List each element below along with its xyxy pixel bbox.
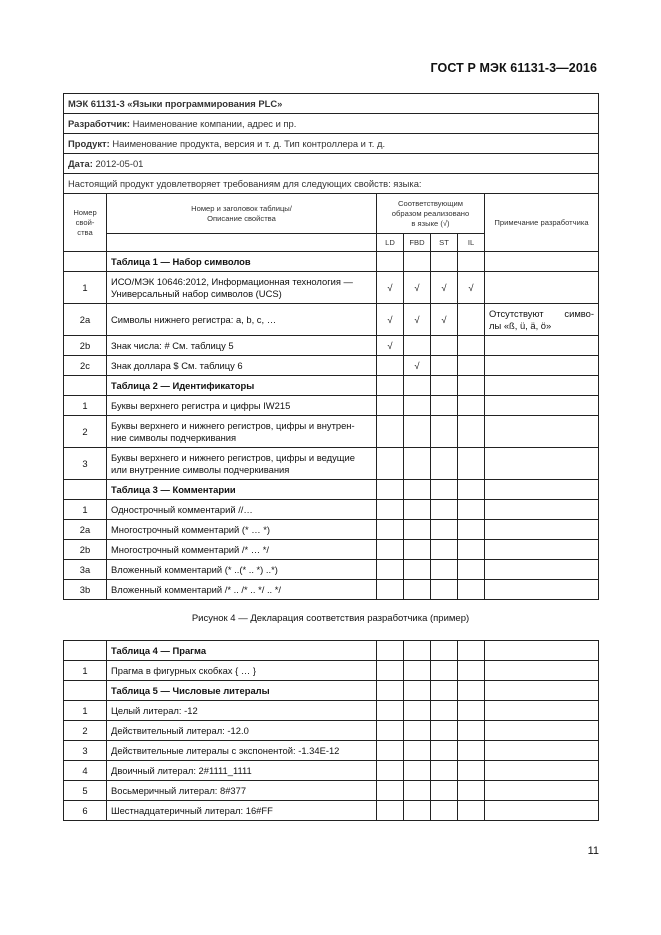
conformance-check-cell <box>377 801 404 821</box>
table-row <box>64 304 599 336</box>
conformance-check-cell: √ <box>431 304 458 336</box>
conformance-check-cell <box>458 741 485 761</box>
feature-desc-cell <box>107 520 377 540</box>
conformance-check-cell <box>431 741 458 761</box>
feature-desc-cell: Действительные литералы с экспонентой: -1.34E-12 <box>107 741 377 761</box>
header-lang-ld: LD <box>377 234 404 252</box>
header-conformance-line1: Соответствующим <box>398 198 463 208</box>
remarks-cell <box>485 356 599 376</box>
conformance-check-cell <box>431 721 458 741</box>
feature-no-cell: 5 <box>64 781 107 801</box>
feature-desc-line1: Знак доллара $ См. таблицу 6 <box>111 359 243 371</box>
conformance-check-cell <box>377 721 404 741</box>
header-conformance <box>377 194 485 234</box>
conformance-check-cell <box>377 540 404 560</box>
conformance-check-cell <box>404 801 431 821</box>
conformance-check-cell: √ <box>377 336 404 356</box>
feature-desc-line1: Вложенный комментарий (* ..(* .. *) ..*) <box>111 563 278 575</box>
figure-caption: Рисунок 4 — Декларация соответствия разработчика (пример) <box>191 613 470 624</box>
conformance-check-cell <box>377 416 404 448</box>
conformance-check-cell <box>377 741 404 761</box>
conformance-check-cell <box>458 376 485 396</box>
conformance-check-cell <box>458 356 485 376</box>
remarks-cell <box>485 540 599 560</box>
remarks-line1: Отсутствуют симво- <box>489 307 594 319</box>
declaration-title: МЭК 61131-3 «Языки программирования PLC» <box>64 94 599 114</box>
conformance-check-cell <box>431 376 458 396</box>
conformance-check-cell <box>431 761 458 781</box>
feature-desc-line1: Знак числа: # См. таблицу 5 <box>111 339 234 351</box>
conformance-check-cell <box>458 500 485 520</box>
feature-desc-cell <box>107 304 377 336</box>
conformance-check-cell <box>458 560 485 580</box>
feature-no-cell: 1 <box>64 396 107 416</box>
conformance-check-cell: √ <box>404 272 431 304</box>
conformance-check-cell <box>404 480 431 500</box>
feature-desc-cell: Восьмеричный литерал: 8#377 <box>107 781 377 801</box>
remarks-cell <box>485 448 599 480</box>
conformance-check-cell <box>431 540 458 560</box>
feature-no-cell: 1 <box>64 701 107 721</box>
table-row <box>64 356 599 376</box>
table-row <box>64 580 599 600</box>
conformance-check-cell: √ <box>377 304 404 336</box>
developer-value: Наименование компании, адрес и пр. <box>132 117 297 129</box>
feature-desc-line1: Многострочный комментарий /* … */ <box>111 543 269 555</box>
remarks-cell <box>485 701 599 721</box>
header-feature-desc <box>107 194 377 234</box>
table-row <box>64 721 599 741</box>
conformance-check-cell <box>458 448 485 480</box>
document-header: ГОСТ Р МЭК 61131-3—2016 <box>430 61 597 75</box>
conformance-check-cell <box>404 701 431 721</box>
feature-desc-cell <box>107 540 377 560</box>
header-feature-desc-line1: Номер и заголовок таблицы/ <box>191 203 292 213</box>
feature-desc-line1: Многострочный комментарий (* … *) <box>111 523 270 535</box>
remarks-cell <box>485 721 599 741</box>
conformance-check-cell <box>431 641 458 661</box>
conformance-check-cell <box>377 681 404 701</box>
conformance-check-cell <box>404 252 431 272</box>
remarks-cell <box>485 580 599 600</box>
feature-no-cell: 2 <box>64 721 107 741</box>
section-row <box>64 252 599 272</box>
table-row <box>64 661 599 681</box>
table-row <box>64 336 599 356</box>
table-row <box>64 781 599 801</box>
conformance-check-cell: √ <box>404 304 431 336</box>
declaration-table <box>63 93 599 600</box>
remarks-cell <box>485 396 599 416</box>
conformance-check-cell <box>404 416 431 448</box>
table-row <box>64 761 599 781</box>
continuation-table <box>63 640 599 821</box>
conformance-check-cell <box>377 252 404 272</box>
table-row <box>64 272 599 304</box>
feature-desc-line2: ние символы подчеркивания <box>111 431 237 443</box>
feature-desc-line1: Вложенный комментарий /* .. /* .. */ .. */ <box>111 583 282 595</box>
conformance-check-cell <box>458 304 485 336</box>
conformance-check-cell <box>431 801 458 821</box>
feature-no-cell: 3a <box>64 560 107 580</box>
feature-no-cell: 2b <box>64 540 107 560</box>
remarks-cell <box>485 520 599 540</box>
feature-desc-line1: Буквы верхнего и нижнего регистров, цифры и ведущие <box>111 451 355 463</box>
conformance-check-cell <box>431 500 458 520</box>
conformance-check-cell <box>377 560 404 580</box>
table-row <box>64 540 599 560</box>
conformance-check-cell <box>404 540 431 560</box>
conformance-check-cell <box>431 416 458 448</box>
conformance-check-cell <box>431 448 458 480</box>
conformance-check-cell <box>431 781 458 801</box>
feature-desc-line1: Однострочный комментарий //… <box>111 503 253 515</box>
section-row <box>64 376 599 396</box>
table-row <box>64 500 599 520</box>
conformance-check-cell <box>458 480 485 500</box>
date-value: 2012-05-01 <box>95 157 144 169</box>
remarks-cell <box>485 741 599 761</box>
feature-desc-cell <box>107 356 377 376</box>
remarks-cell <box>485 480 599 500</box>
conformance-check-cell <box>431 580 458 600</box>
remarks-cell <box>485 801 599 821</box>
feature-no-cell: 2 <box>64 416 107 448</box>
table-row <box>64 801 599 821</box>
remarks-cell <box>485 641 599 661</box>
feature-no-cell <box>64 480 107 500</box>
feature-no-cell: 3 <box>64 741 107 761</box>
date-line <box>64 154 599 174</box>
conformance-check-cell <box>404 741 431 761</box>
product-line <box>64 134 599 154</box>
conformance-check-cell <box>404 761 431 781</box>
developer-label: Разработчик: <box>68 117 130 129</box>
feature-desc-cell <box>107 580 377 600</box>
feature-desc-line1: Буквы верхнего и нижнего регистров, цифры и внутрен- <box>111 419 355 431</box>
feature-no-cell <box>64 252 107 272</box>
header-feature-no: Номер свой-ства <box>64 194 107 252</box>
conformance-check-cell <box>377 580 404 600</box>
feature-no-cell <box>64 641 107 661</box>
feature-desc-cell <box>107 448 377 480</box>
feature-desc-cell: Прагма в фигурных скобках { … } <box>107 661 377 681</box>
feature-no-cell: 1 <box>64 661 107 681</box>
feature-desc-cell: Шестнадцатеричный литерал: 16#FF <box>107 801 377 821</box>
feature-no-cell: 1 <box>64 272 107 304</box>
feature-no-cell: 6 <box>64 801 107 821</box>
feature-desc-line2: Универсальный набор символов (UCS) <box>111 287 282 299</box>
conformance-check-cell <box>404 376 431 396</box>
header-remarks: Примечание разработчика <box>485 194 599 252</box>
date-label: Дата: <box>68 157 93 169</box>
conformance-check-cell <box>458 641 485 661</box>
header-lang-fbd: FBD <box>404 234 431 252</box>
feature-no-cell: 1 <box>64 500 107 520</box>
conformance-check-cell <box>431 520 458 540</box>
table-row <box>64 560 599 580</box>
feature-desc-cell <box>107 336 377 356</box>
conformance-check-cell <box>431 336 458 356</box>
conformance-check-cell <box>377 520 404 540</box>
conformance-check-cell <box>458 416 485 448</box>
conformance-check-cell <box>404 681 431 701</box>
conformance-check-cell <box>377 701 404 721</box>
table-row <box>64 448 599 480</box>
conformance-check-cell <box>404 500 431 520</box>
conformance-check-cell <box>404 560 431 580</box>
remarks-cell <box>485 252 599 272</box>
header-conformance-line2: образом реализовано <box>391 208 470 218</box>
remarks-cell <box>485 500 599 520</box>
remarks-cell <box>485 272 599 304</box>
developer-line <box>64 114 599 134</box>
conformance-check-cell <box>458 761 485 781</box>
product-value: Наименование продукта, версия и т. д. Тип контроллера и т. д. <box>112 137 386 149</box>
conformance-check-cell <box>404 721 431 741</box>
conformance-check-cell <box>431 480 458 500</box>
remarks-cell <box>485 416 599 448</box>
section-title: Таблица 4 — Прагма <box>107 641 377 661</box>
remarks-cell <box>485 761 599 781</box>
conformance-check-cell <box>458 681 485 701</box>
remarks-cell <box>485 336 599 356</box>
conformance-check-cell <box>404 580 431 600</box>
conformance-check-cell <box>458 396 485 416</box>
conformance-check-cell: √ <box>431 272 458 304</box>
feature-desc-line1: Символы нижнего регистра: a, b, c, … <box>111 313 277 325</box>
feature-desc-cell <box>107 396 377 416</box>
feature-no-cell <box>64 681 107 701</box>
conformance-check-cell <box>458 701 485 721</box>
conformance-check-cell <box>377 641 404 661</box>
section-title: Таблица 3 — Комментарии <box>107 480 377 500</box>
section-row <box>64 641 599 661</box>
table-row <box>64 396 599 416</box>
conformance-check-cell <box>431 396 458 416</box>
feature-no-cell <box>64 376 107 396</box>
conformance-check-cell <box>458 781 485 801</box>
conformance-check-cell <box>377 396 404 416</box>
conformance-check-cell <box>458 801 485 821</box>
feature-no-cell: 2a <box>64 520 107 540</box>
table-row <box>64 741 599 761</box>
conformance-check-cell <box>458 721 485 741</box>
conformance-check-cell: √ <box>458 272 485 304</box>
header-lang-il: IL <box>458 234 485 252</box>
feature-desc-cell: Двоичный литерал: 2#1111_1111 <box>107 761 377 781</box>
conformance-check-cell <box>458 520 485 540</box>
conformance-check-cell <box>431 356 458 376</box>
feature-no-cell: 2c <box>64 356 107 376</box>
header-conformance-line3: в языке (√) <box>411 218 450 228</box>
conformance-check-cell <box>404 520 431 540</box>
remarks-cell <box>485 781 599 801</box>
feature-no-cell: 3b <box>64 580 107 600</box>
feature-desc-cell: Целый литерал: -12 <box>107 701 377 721</box>
conformance-check-cell <box>431 252 458 272</box>
conformance-check-cell <box>377 448 404 480</box>
feature-desc-line2: или внутренние символы подчеркивания <box>111 463 290 475</box>
feature-desc-cell: Действительный литерал: -12.0 <box>107 721 377 741</box>
feature-desc-cell <box>107 560 377 580</box>
table-row <box>64 416 599 448</box>
remarks-cell <box>485 681 599 701</box>
conformance-statement: Настоящий продукт удовлетворяет требованиям для следующих свойств: языка: <box>64 174 599 194</box>
section-title: Таблица 5 — Числовые литералы <box>107 681 377 701</box>
conformance-check-cell <box>377 500 404 520</box>
conformance-check-cell <box>404 641 431 661</box>
conformance-check-cell <box>458 336 485 356</box>
remarks-line2: лы «ß, ü, ä, ö» <box>489 319 552 331</box>
remarks-cell <box>485 304 599 336</box>
conformance-check-cell <box>431 701 458 721</box>
remarks-cell <box>485 661 599 681</box>
conformance-check-cell <box>404 661 431 681</box>
header-lang-st: ST <box>431 234 458 252</box>
feature-no-cell: 2a <box>64 304 107 336</box>
remarks-cell <box>485 376 599 396</box>
conformance-check-cell <box>431 681 458 701</box>
conformance-check-cell <box>458 252 485 272</box>
product-label: Продукт: <box>68 137 110 149</box>
conformance-check-cell <box>404 396 431 416</box>
conformance-check-cell: √ <box>377 272 404 304</box>
conformance-check-cell <box>377 661 404 681</box>
feature-desc-cell <box>107 500 377 520</box>
conformance-check-cell <box>377 376 404 396</box>
table-row <box>64 701 599 721</box>
conformance-check-cell <box>404 336 431 356</box>
conformance-check-cell <box>431 560 458 580</box>
page-number: 11 <box>587 845 599 857</box>
feature-desc-cell <box>107 272 377 304</box>
section-title: Таблица 2 — Идентификаторы <box>107 376 377 396</box>
conformance-check-cell <box>377 480 404 500</box>
conformance-check-cell <box>404 781 431 801</box>
section-row <box>64 681 599 701</box>
conformance-check-cell <box>458 580 485 600</box>
conformance-check-cell <box>377 761 404 781</box>
feature-desc-line1: ИСО/МЭК 10646:2012, Информационная технология — <box>111 275 353 287</box>
conformance-check-cell <box>377 356 404 376</box>
feature-desc-line1: Буквы верхнего регистра и цифры IW215 <box>111 399 291 411</box>
section-title: Таблица 1 — Набор символов <box>107 252 377 272</box>
feature-desc-cell <box>107 416 377 448</box>
conformance-check-cell <box>458 661 485 681</box>
conformance-check-cell: √ <box>404 356 431 376</box>
conformance-check-cell <box>377 781 404 801</box>
header-feature-desc-line2: Описание свойства <box>207 213 276 223</box>
conformance-check-cell <box>431 661 458 681</box>
conformance-check-cell <box>458 540 485 560</box>
table-row <box>64 520 599 540</box>
feature-no-cell: 2b <box>64 336 107 356</box>
header-desc-sub <box>107 234 377 252</box>
feature-no-cell: 4 <box>64 761 107 781</box>
section-row <box>64 480 599 500</box>
feature-no-cell: 3 <box>64 448 107 480</box>
conformance-check-cell <box>404 448 431 480</box>
remarks-cell <box>485 560 599 580</box>
